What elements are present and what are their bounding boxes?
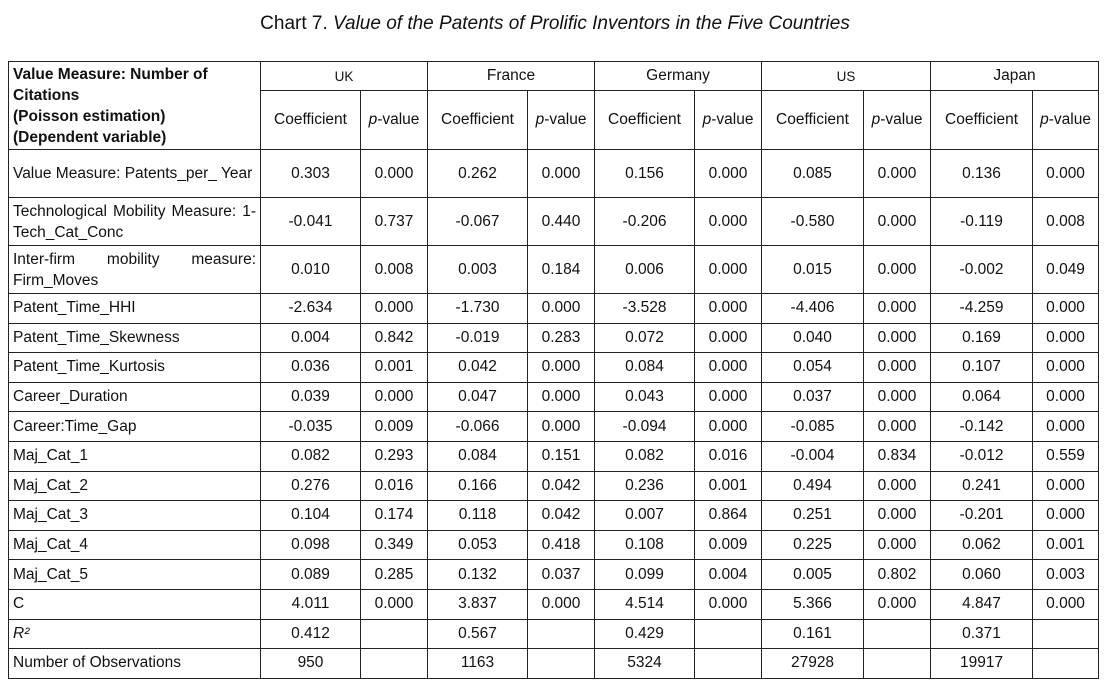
p-value-header	[361, 91, 428, 150]
coefficient-cell: 0.494	[762, 471, 864, 501]
p-value-cell: 0.802	[864, 560, 931, 590]
p-value-cell: 0.000	[864, 471, 931, 501]
table-row	[9, 619, 1099, 649]
p-value-header-p: p	[535, 111, 545, 128]
coefficient-cell: 0.037	[762, 382, 864, 412]
country-header-us: US	[762, 62, 931, 91]
corner-line: Citations	[13, 87, 80, 104]
corner-line: Value Measure: Number of	[13, 66, 208, 83]
p-value-cell: 0.000	[1033, 471, 1099, 501]
coefficient-cell: 0.004	[261, 323, 361, 353]
coefficient-cell: 0.082	[261, 441, 361, 471]
coefficient-cell: 0.161	[762, 619, 864, 649]
row-label-text: R²	[13, 624, 30, 642]
p-value-cell	[528, 619, 595, 649]
coefficient-cell: 4.011	[261, 589, 361, 619]
p-value-cell: 0.000	[864, 294, 931, 324]
p-value-cell	[361, 619, 428, 649]
coefficient-cell: -0.119	[931, 198, 1033, 246]
p-value-header	[1033, 91, 1099, 150]
p-value-cell: 0.864	[695, 501, 762, 531]
p-value-header-p: p	[871, 111, 881, 128]
coefficient-cell: 0.108	[595, 530, 695, 560]
p-value-cell: 0.016	[695, 441, 762, 471]
row-label: Patent_Time_Skewness	[9, 323, 261, 353]
p-value-cell: 0.184	[528, 246, 595, 294]
row-label: Number of Observations	[9, 649, 261, 679]
coefficient-cell: 0.567	[428, 619, 528, 649]
p-value-cell: 0.000	[1033, 501, 1099, 531]
coefficient-cell: 0.003	[428, 246, 528, 294]
coefficient-cell: 0.053	[428, 530, 528, 560]
p-value-cell: 0.559	[1033, 441, 1099, 471]
coefficient-cell: 0.089	[261, 560, 361, 590]
table-row	[9, 353, 1099, 383]
row-label: Technological Mobility Measure: 1-Tech_Cat_Conc	[9, 198, 261, 246]
coefficient-cell: -0.012	[931, 441, 1033, 471]
p-value-cell: 0.001	[695, 471, 762, 501]
p-value-cell: 0.000	[695, 589, 762, 619]
p-value-cell	[528, 649, 595, 679]
coefficient-cell: 0.132	[428, 560, 528, 590]
coefficient-cell: 0.084	[595, 353, 695, 383]
p-value-header-rest: -value	[711, 111, 754, 128]
coefficient-cell: 4.847	[931, 589, 1033, 619]
p-value-cell: 0.440	[528, 198, 595, 246]
coefficient-cell: -0.094	[595, 412, 695, 442]
coefficient-cell: -0.580	[762, 198, 864, 246]
coefficient-cell: 0.241	[931, 471, 1033, 501]
p-value-header	[864, 91, 931, 150]
table-row	[9, 501, 1099, 531]
p-value-cell: 0.000	[361, 294, 428, 324]
p-value-cell: 0.008	[361, 246, 428, 294]
coefficient-cell: 4.514	[595, 589, 695, 619]
coefficient-cell: 0.429	[595, 619, 695, 649]
p-value-cell: 0.000	[864, 150, 931, 198]
p-value-cell	[864, 649, 931, 679]
p-value-cell: 0.000	[695, 246, 762, 294]
row-label: Maj_Cat_1	[9, 441, 261, 471]
p-value-cell: 0.000	[695, 382, 762, 412]
p-value-cell: 0.000	[528, 294, 595, 324]
p-value-cell: 0.042	[528, 501, 595, 531]
coefficient-header: Coefficient	[261, 91, 361, 150]
row-label: Maj_Cat_3	[9, 501, 261, 531]
coefficient-cell: 0.412	[261, 619, 361, 649]
coefficient-cell: 0.156	[595, 150, 695, 198]
p-value-cell: 0.000	[1033, 589, 1099, 619]
p-value-cell: 0.000	[695, 198, 762, 246]
coefficient-header: Coefficient	[595, 91, 695, 150]
p-value-cell: 0.000	[1033, 294, 1099, 324]
p-value-cell	[864, 619, 931, 649]
coefficient-cell: 0.118	[428, 501, 528, 531]
p-value-cell	[695, 619, 762, 649]
p-value-cell: 0.000	[864, 353, 931, 383]
row-label: Value Measure: Patents_per_ Year	[9, 150, 261, 198]
chart-title-prefix: Chart 7.	[260, 13, 328, 34]
p-value-cell: 0.000	[695, 412, 762, 442]
row-label: Maj_Cat_2	[9, 471, 261, 501]
coefficient-cell: -0.002	[931, 246, 1033, 294]
p-value-cell	[1033, 619, 1099, 649]
coefficient-cell: 0.099	[595, 560, 695, 590]
p-value-cell: 0.349	[361, 530, 428, 560]
coefficient-cell: 0.371	[931, 619, 1033, 649]
p-value-cell: 0.000	[528, 382, 595, 412]
coefficient-cell: 0.039	[261, 382, 361, 412]
coefficient-cell: 0.098	[261, 530, 361, 560]
coefficient-cell: 0.072	[595, 323, 695, 353]
p-value-cell: 0.000	[1033, 323, 1099, 353]
p-value-cell: 0.000	[528, 150, 595, 198]
coefficient-cell: -0.206	[595, 198, 695, 246]
p-value-header	[528, 91, 595, 150]
p-value-cell: 0.000	[864, 589, 931, 619]
coefficient-cell: 0.015	[762, 246, 864, 294]
table-row	[9, 198, 1099, 246]
coefficient-cell: 0.104	[261, 501, 361, 531]
coefficient-cell: 3.837	[428, 589, 528, 619]
p-value-cell: 0.009	[361, 412, 428, 442]
table-row	[9, 530, 1099, 560]
p-value-cell	[1033, 649, 1099, 679]
p-value-cell: 0.000	[864, 501, 931, 531]
country-header-germany: Germany	[595, 62, 762, 91]
p-value-cell: 0.000	[695, 150, 762, 198]
coefficient-cell: -0.004	[762, 441, 864, 471]
p-value-cell: 0.000	[528, 412, 595, 442]
p-value-cell: 0.016	[361, 471, 428, 501]
p-value-cell: 0.000	[1033, 150, 1099, 198]
p-value-cell: 0.151	[528, 441, 595, 471]
table-row	[9, 412, 1099, 442]
coefficient-cell: 0.060	[931, 560, 1033, 590]
corner-line: (Dependent variable)	[13, 129, 167, 146]
row-label: Patent_Time_HHI	[9, 294, 261, 324]
p-value-cell: 0.000	[1033, 353, 1099, 383]
p-value-cell: 0.049	[1033, 246, 1099, 294]
p-value-cell: 0.009	[695, 530, 762, 560]
p-value-cell: 0.042	[528, 471, 595, 501]
coefficient-cell: 0.040	[762, 323, 864, 353]
coefficient-cell: 0.251	[762, 501, 864, 531]
p-value-header-p: p	[1040, 111, 1049, 128]
p-value-cell: 0.418	[528, 530, 595, 560]
coefficient-cell: 0.084	[428, 441, 528, 471]
coefficient-cell: 5324	[595, 649, 695, 679]
table-row	[9, 382, 1099, 412]
p-value-header-rest: -value	[544, 111, 587, 128]
table-corner-header	[9, 62, 261, 150]
table-row	[9, 323, 1099, 353]
coefficient-cell: 0.169	[931, 323, 1033, 353]
row-label: Maj_Cat_4	[9, 530, 261, 560]
p-value-header-p: p	[368, 111, 378, 128]
p-value-cell: 0.000	[361, 382, 428, 412]
p-value-cell: 0.000	[864, 530, 931, 560]
coefficient-cell: 0.085	[762, 150, 864, 198]
coefficient-cell: 0.043	[595, 382, 695, 412]
p-value-cell: 0.001	[1033, 530, 1099, 560]
p-value-cell: 0.737	[361, 198, 428, 246]
coefficient-cell: -0.201	[931, 501, 1033, 531]
coefficient-cell: 0.006	[595, 246, 695, 294]
row-label: Patent_Time_Kurtosis	[9, 353, 261, 383]
p-value-cell: 0.001	[361, 353, 428, 383]
p-value-cell: 0.283	[528, 323, 595, 353]
coefficient-cell: 0.225	[762, 530, 864, 560]
coefficient-cell: 0.303	[261, 150, 361, 198]
p-value-cell: 0.000	[1033, 382, 1099, 412]
coefficient-cell: 0.042	[428, 353, 528, 383]
coefficient-cell: -0.067	[428, 198, 528, 246]
coefficient-cell: -0.019	[428, 323, 528, 353]
p-value-cell: 0.842	[361, 323, 428, 353]
p-value-cell: 0.834	[864, 441, 931, 471]
p-value-cell	[361, 649, 428, 679]
table-row	[9, 441, 1099, 471]
p-value-cell: 0.000	[864, 198, 931, 246]
table-row	[9, 471, 1099, 501]
country-header-uk: UK	[261, 62, 428, 91]
row-label	[9, 619, 261, 649]
coefficient-cell: -1.730	[428, 294, 528, 324]
p-value-header	[695, 91, 762, 150]
coefficient-cell: 0.082	[595, 441, 695, 471]
p-value-cell: 0.293	[361, 441, 428, 471]
table-row	[9, 649, 1099, 679]
coefficient-cell: 0.107	[931, 353, 1033, 383]
table-row	[9, 294, 1099, 324]
coefficient-cell: 0.262	[428, 150, 528, 198]
coefficient-cell: -4.259	[931, 294, 1033, 324]
coefficient-cell: 0.036	[261, 353, 361, 383]
row-label: Inter-firm mobility measure: Firm_Moves	[9, 246, 261, 294]
coefficient-cell: 0.054	[762, 353, 864, 383]
p-value-cell: 0.003	[1033, 560, 1099, 590]
p-value-cell: 0.000	[695, 323, 762, 353]
coefficient-cell: 0.064	[931, 382, 1033, 412]
p-value-cell: 0.037	[528, 560, 595, 590]
coefficient-cell: -3.528	[595, 294, 695, 324]
coefficient-cell: -0.066	[428, 412, 528, 442]
coefficient-cell: 0.005	[762, 560, 864, 590]
coefficient-cell: 950	[261, 649, 361, 679]
p-value-cell	[695, 649, 762, 679]
p-value-cell: 0.000	[864, 412, 931, 442]
p-value-cell: 0.000	[695, 294, 762, 324]
p-value-cell: 0.000	[695, 353, 762, 383]
table-row	[9, 589, 1099, 619]
corner-line: (Poisson estimation)	[13, 108, 166, 125]
p-value-cell: 0.174	[361, 501, 428, 531]
p-value-cell: 0.000	[361, 589, 428, 619]
row-label: Career:Time_Gap	[9, 412, 261, 442]
coefficient-cell: 0.166	[428, 471, 528, 501]
coefficient-cell: 0.136	[931, 150, 1033, 198]
row-label: Maj_Cat_5	[9, 560, 261, 590]
chart-title	[0, 11, 1110, 37]
p-value-cell: 0.000	[864, 246, 931, 294]
coefficient-header: Coefficient	[428, 91, 528, 150]
row-label: C	[9, 589, 261, 619]
p-value-cell: 0.000	[528, 589, 595, 619]
country-header-japan: Japan	[931, 62, 1099, 91]
p-value-cell: 0.000	[864, 382, 931, 412]
coefficient-cell: -0.142	[931, 412, 1033, 442]
coefficient-cell: 0.236	[595, 471, 695, 501]
coefficient-cell: 1163	[428, 649, 528, 679]
p-value-header-p: p	[702, 111, 712, 128]
coefficient-cell: -2.634	[261, 294, 361, 324]
table-row	[9, 246, 1099, 294]
coefficient-header: Coefficient	[931, 91, 1033, 150]
coefficient-cell: 0.276	[261, 471, 361, 501]
coefficient-cell: -0.085	[762, 412, 864, 442]
p-value-cell: 0.004	[695, 560, 762, 590]
coefficient-cell: 27928	[762, 649, 864, 679]
chart-title-text: Value of the Patents of Prolific Inventors in the Five Countries	[333, 13, 850, 34]
p-value-cell: 0.000	[528, 353, 595, 383]
p-value-header-rest: -value	[377, 111, 420, 128]
coefficient-cell: -0.041	[261, 198, 361, 246]
coefficient-cell: 0.062	[931, 530, 1033, 560]
p-value-cell: 0.285	[361, 560, 428, 590]
p-value-cell: 0.008	[1033, 198, 1099, 246]
table-row	[9, 150, 1099, 198]
coefficient-cell: 0.010	[261, 246, 361, 294]
country-header-france: France	[428, 62, 595, 91]
p-value-header-rest: -value	[1048, 111, 1091, 128]
p-value-cell: 0.000	[361, 150, 428, 198]
coefficient-cell: -0.035	[261, 412, 361, 442]
coefficient-cell: 0.007	[595, 501, 695, 531]
coefficient-cell: 19917	[931, 649, 1033, 679]
p-value-cell: 0.000	[864, 323, 931, 353]
row-label: Career_Duration	[9, 382, 261, 412]
coefficient-cell: 5.366	[762, 589, 864, 619]
coefficient-header: Coefficient	[762, 91, 864, 150]
coefficient-cell: 0.047	[428, 382, 528, 412]
coefficient-cell: -4.406	[762, 294, 864, 324]
p-value-header-rest: -value	[880, 111, 923, 128]
table-row	[9, 560, 1099, 590]
p-value-cell: 0.000	[1033, 412, 1099, 442]
regression-table	[8, 61, 1099, 679]
